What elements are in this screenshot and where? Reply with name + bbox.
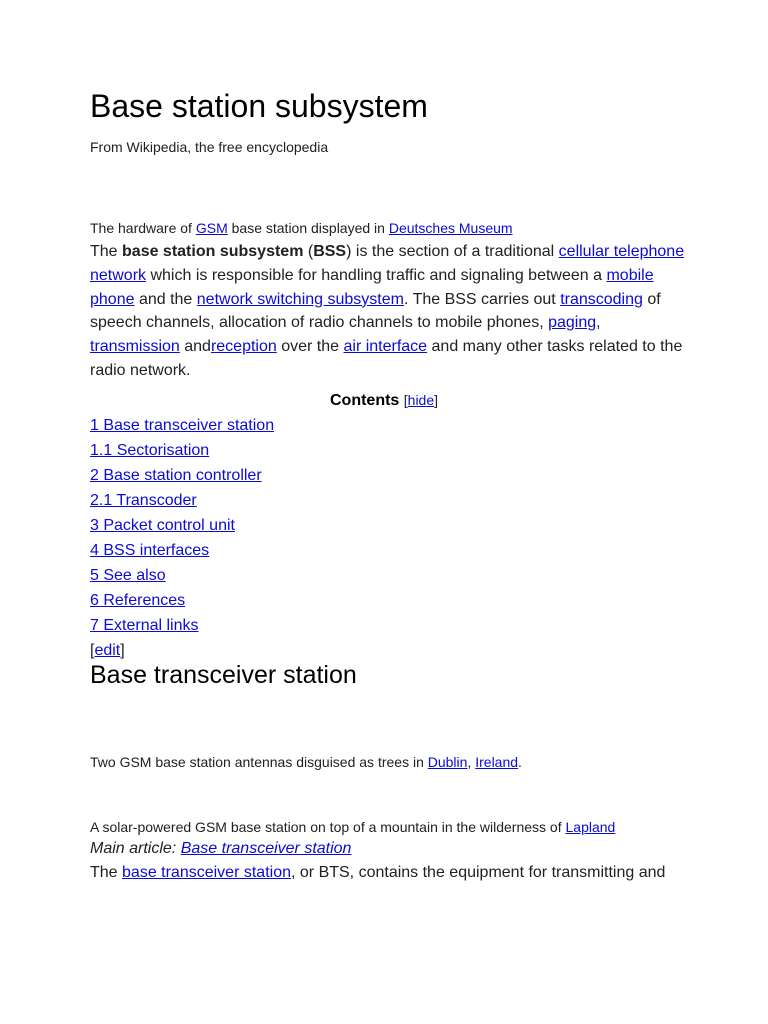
toc-link-base-transceiver-station[interactable]: 1 Base transceiver station xyxy=(90,417,275,434)
toc-link-bss-interfaces[interactable]: 4 BSS interfaces xyxy=(90,542,210,559)
page-title: Base station subsystem xyxy=(90,88,428,124)
intro-text: ) is the section of a traditional xyxy=(346,243,559,260)
toc-item xyxy=(90,416,274,441)
toc-link-packet-control-unit[interactable]: 3 Packet control unit xyxy=(90,517,235,534)
toc-item xyxy=(90,516,274,541)
caption-text: , xyxy=(467,754,476,770)
link-ireland[interactable]: Ireland xyxy=(475,754,519,770)
toc-bracket: ] xyxy=(434,392,439,408)
link-gsm[interactable]: GSM xyxy=(195,220,228,236)
intro-text: and many other tasks related to the radio network. xyxy=(90,338,683,379)
caption-text: base station displayed in xyxy=(227,220,389,236)
image-caption-lapland xyxy=(90,819,615,835)
link-main-article-bts[interactable]: Base transceiver station xyxy=(180,840,352,857)
toc-item xyxy=(90,491,274,516)
para-text: The xyxy=(90,864,123,881)
intro-text: and xyxy=(179,338,211,356)
toc-link-references[interactable]: 6 References xyxy=(90,592,186,609)
intro-text: . The BSS carries out xyxy=(403,290,561,308)
toc-item xyxy=(90,441,274,466)
caption-text: . xyxy=(518,754,522,770)
toc-title: Contents xyxy=(329,392,400,409)
section-edit xyxy=(90,642,125,660)
toc-link-base-station-controller[interactable]: 2 Base station controller xyxy=(90,467,262,484)
caption-text: The hardware of xyxy=(90,220,196,236)
toc-item xyxy=(90,591,274,616)
edit-bracket: ] xyxy=(120,642,125,659)
caption-text: A solar-powered GSM base station on top of a mountain in the wilderness of xyxy=(90,819,566,835)
link-transcoding[interactable]: transcoding xyxy=(560,290,643,308)
link-network-switching-subsystem[interactable]: network switching subsystem xyxy=(196,290,404,308)
intro-text: which is responsible for handling traffic and signaling between a xyxy=(146,266,607,284)
link-reception[interactable]: reception xyxy=(210,338,277,356)
toc-link-sectorisation[interactable]: 1.1 Sectorisation xyxy=(90,442,210,459)
section-heading-bts: Base transceiver station xyxy=(90,661,357,689)
image-caption-dublin xyxy=(90,754,522,770)
intro-text: and the xyxy=(134,290,197,308)
link-base-transceiver-station[interactable]: base transceiver station xyxy=(122,864,291,881)
toc-header xyxy=(0,392,768,410)
intro-text: over the xyxy=(276,338,344,356)
bts-paragraph xyxy=(90,864,665,882)
intro-paragraph xyxy=(90,240,690,383)
link-lapland[interactable]: Lapland xyxy=(565,819,616,835)
intro-text: , xyxy=(596,314,601,332)
link-paging[interactable]: paging xyxy=(548,314,597,332)
edit-bracket: [ xyxy=(90,642,95,659)
term-bss-abbr: BSS xyxy=(313,243,347,260)
toc-hide-toggle[interactable]: hide xyxy=(407,392,435,408)
link-deutsches-museum[interactable]: Deutsches Museum xyxy=(388,220,513,236)
link-transmission[interactable]: transmission xyxy=(90,338,180,356)
toc-item xyxy=(90,466,274,491)
intro-text: The xyxy=(90,243,123,260)
toc-link-external-links[interactable]: 7 External links xyxy=(90,617,199,634)
page-subtitle: From Wikipedia, the free encyclopedia xyxy=(90,139,329,155)
image-caption-hardware xyxy=(90,220,513,236)
link-air-interface[interactable]: air interface xyxy=(343,338,428,356)
main-article-label: Main article: xyxy=(90,840,181,857)
toc-item xyxy=(90,566,274,591)
para-text: , or BTS, contains the equipment for transmitting and xyxy=(291,864,666,881)
toc-item xyxy=(90,541,274,566)
edit-link[interactable]: edit xyxy=(94,642,121,659)
intro-text: ( xyxy=(303,243,314,260)
toc-link-see-also[interactable]: 5 See also xyxy=(90,567,166,584)
toc-item xyxy=(90,616,274,641)
toc-bracket: [ xyxy=(403,392,408,408)
link-dublin[interactable]: Dublin xyxy=(427,754,468,770)
link-cellular-network[interactable]: cellular telephone network xyxy=(90,243,685,284)
main-article-note xyxy=(90,840,351,858)
intro-text: of speech channels, allocation of radio channels to mobile phones, xyxy=(90,290,661,332)
term-bss-full: base station subsystem xyxy=(122,243,304,260)
toc-link-transcoder[interactable]: 2.1 Transcoder xyxy=(90,492,197,509)
link-mobile-phone[interactable]: mobile phone xyxy=(90,266,654,308)
table-of-contents xyxy=(90,416,274,641)
caption-text: Two GSM base station antennas disguised as trees in xyxy=(90,754,428,770)
